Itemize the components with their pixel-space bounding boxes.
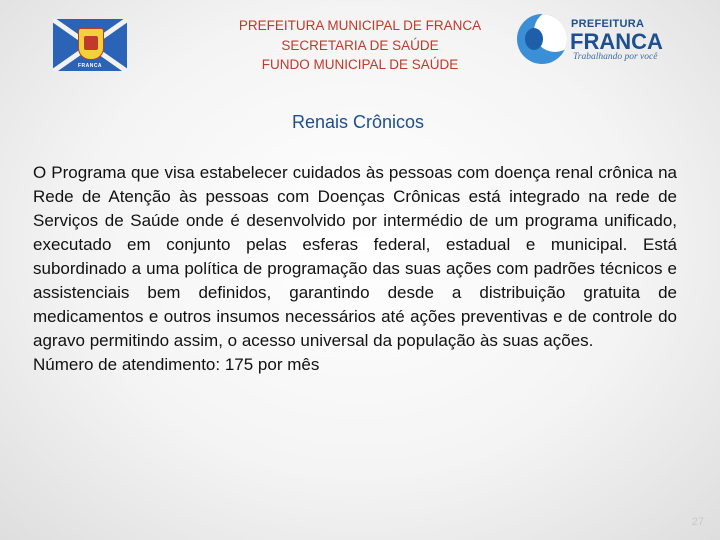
attendance-count: Número de atendimento: 175 por mês [33, 355, 320, 374]
prefeitura-franca-logo [517, 14, 667, 66]
page-number: 27 [691, 516, 704, 528]
logo-mark-icon [517, 14, 567, 64]
header-line-2: SECRETARIA DE SAÚDE [281, 37, 439, 53]
logo-tagline: Trabalhando por você [573, 52, 658, 62]
document-header [200, 16, 520, 75]
logo-text-prefeitura: PREFEITURA [571, 18, 645, 30]
section-title: Renais Crônicos [291, 112, 425, 132]
program-description: O Programa que visa estabelecer cuidados às pessoas com doença renal crônica na Rede de Atenção às pessoas com Doenças Crônicas está integrado na rede de Serviços de Saúde onde é desenvolvido por intermédio de um programa unificado, executado em conjunto pelas esferas federal, estadual e municipal. Está subordinado a uma política de programação das suas ações com padrões técnicos e assistenciais bem definidos, garantindo desde a distribuição gratuita de medicamentos e outros insumos necessários até ações preventivas e de controle do agravo permitindo assim, o acesso universal da população às suas ações. [33, 163, 677, 350]
logo-text-franca: FRANCA [570, 29, 663, 54]
header-line-1: PREFEITURA MUNICIPAL DE FRANCA [238, 18, 482, 33]
coat-of-arms-icon [78, 28, 104, 60]
content-body [33, 161, 677, 377]
header-line-3: FUNDO MUNICIPAL DE SAÚDE [261, 57, 459, 72]
flag-label: FRANCA [77, 63, 103, 69]
city-flag-logo [53, 19, 127, 71]
